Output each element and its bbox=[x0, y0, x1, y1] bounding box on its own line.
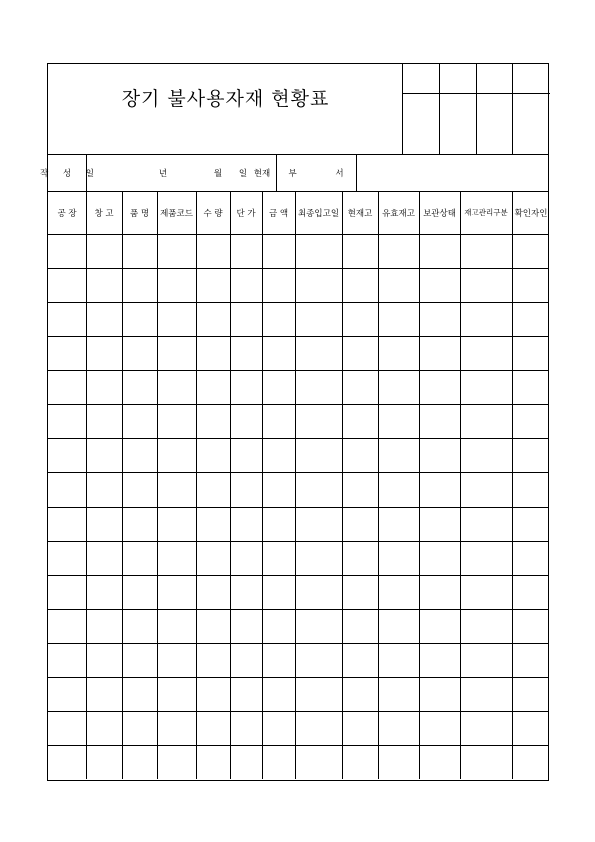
approval-boxes bbox=[403, 64, 550, 154]
column-divider bbox=[295, 191, 296, 779]
approval-box bbox=[513, 64, 550, 154]
column-header: 수 량 bbox=[203, 208, 223, 219]
column-divider bbox=[378, 191, 379, 779]
column-divider bbox=[512, 191, 513, 779]
table-row bbox=[48, 575, 548, 576]
date-month-label: 월 bbox=[213, 168, 223, 179]
table-row bbox=[48, 711, 548, 712]
column-header: 금 액 bbox=[268, 208, 289, 219]
table-row bbox=[48, 268, 548, 269]
column-header: 최종입고일 bbox=[297, 208, 340, 219]
column-divider bbox=[86, 191, 87, 779]
column-header: 재고관리구분 bbox=[464, 208, 508, 217]
column-header: 공 장 bbox=[57, 208, 77, 219]
title-area bbox=[48, 64, 403, 154]
column-divider bbox=[196, 191, 197, 779]
table-row bbox=[48, 336, 548, 337]
column-header: 품 명 bbox=[129, 208, 150, 219]
table-row bbox=[48, 234, 548, 235]
column-divider bbox=[460, 191, 461, 779]
table-row bbox=[48, 677, 548, 678]
date-year-label: 년 bbox=[158, 168, 168, 179]
column-header: 제품코드 bbox=[160, 208, 193, 219]
column-header: 보관상태 bbox=[423, 208, 456, 219]
approval-box bbox=[477, 64, 513, 154]
divider bbox=[86, 154, 87, 191]
table-row bbox=[48, 745, 548, 746]
approval-divider bbox=[403, 93, 550, 94]
approval-box bbox=[403, 64, 440, 154]
table-row bbox=[48, 507, 548, 508]
date-suffix-label: 현재 bbox=[253, 168, 271, 179]
approval-box bbox=[440, 64, 477, 154]
column-header: 창 고 bbox=[94, 208, 114, 219]
column-divider bbox=[262, 191, 263, 779]
document-form bbox=[39, 63, 549, 781]
column-divider bbox=[157, 191, 158, 779]
table-row bbox=[48, 541, 548, 542]
column-header: 유효재고 bbox=[382, 208, 415, 219]
table-row bbox=[48, 404, 548, 405]
column-header: 확인자인 bbox=[514, 208, 548, 219]
column-header: 단 가 bbox=[236, 208, 256, 219]
dept-label: 부 서 bbox=[288, 168, 362, 179]
table-row bbox=[48, 643, 548, 644]
table-row bbox=[48, 609, 548, 610]
table-row bbox=[48, 370, 548, 371]
author-date-label: 작 성 일 bbox=[39, 168, 101, 179]
dept-value bbox=[356, 154, 550, 191]
table-row bbox=[48, 472, 548, 473]
column-divider bbox=[230, 191, 231, 779]
page-title: 장기 불사용자재 현황표 bbox=[121, 88, 330, 110]
column-divider bbox=[122, 191, 123, 779]
column-divider bbox=[342, 191, 343, 779]
table-row bbox=[48, 438, 548, 439]
column-divider bbox=[419, 191, 420, 779]
date-day-label: 일 bbox=[238, 168, 248, 179]
table-row bbox=[48, 302, 548, 303]
info-row bbox=[39, 154, 548, 191]
column-header: 현재고 bbox=[347, 208, 373, 219]
